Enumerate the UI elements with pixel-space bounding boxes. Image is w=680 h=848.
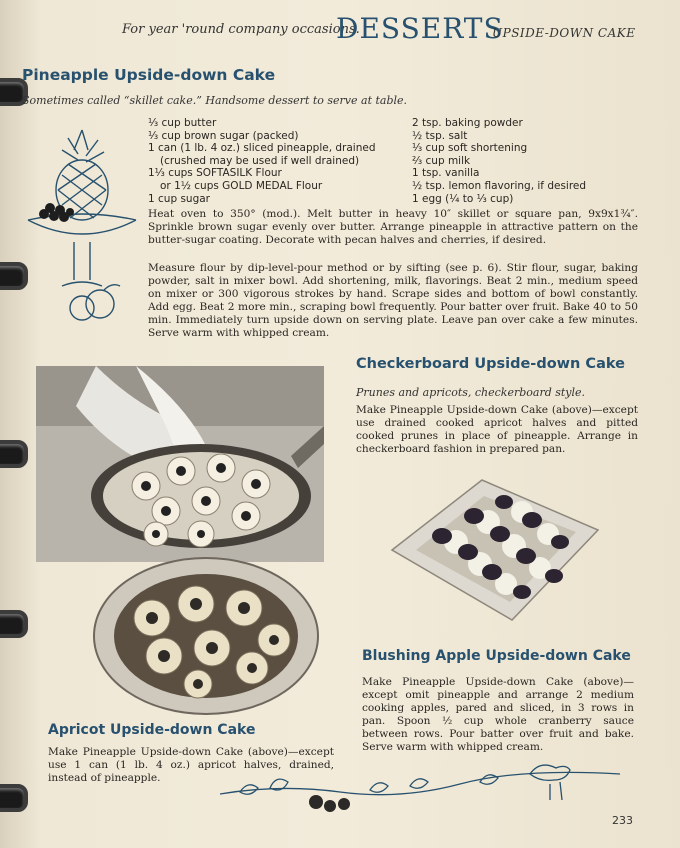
page-number: 233 <box>612 814 633 827</box>
pineapple-title: Pineapple Upside-down Cake <box>22 66 276 84</box>
ingredient-line: ½ tsp. salt <box>412 129 468 142</box>
ingredient-line: ⅔ cup milk <box>412 154 471 167</box>
vine-decoration <box>220 744 640 814</box>
header-tagline: For year 'round company occasions. <box>122 22 360 37</box>
ingredient-line: 1 cup sugar <box>148 192 210 205</box>
header-subtitle: UPSIDE-DOWN CAKE <box>492 26 636 40</box>
header-title: DESSERTS <box>336 12 504 45</box>
apricot-body: Make Pineapple Upside-down Cake (above)—except use 1 can (1 lb. 4 oz.) apricot halves, drained, instead of pineapple. <box>48 746 334 785</box>
pineapple-intro: Sometimes called “skillet cake.” Handsome dessert to serve at table. <box>22 94 408 107</box>
page-header <box>0 12 680 48</box>
ingredient-line: or 1½ cups GOLD MEDAL Flour <box>160 179 323 192</box>
blushing-apple-body: Make Pineapple Upside-down Cake (above)—except omit pineapple and arrange 2 medium cooking apples, pared and sliced, in 3 rows in pan. Spoon ½ cup whole cranberry sauce between rows. Pour batter over fruit and bake. Serve warm with whipped cream. <box>362 676 634 754</box>
pineapple-step-1: Heat oven to 350° (mod.). Melt butter in heavy 10″ skillet or square pan, 9x9x1¾″. Sprinkle brown sugar evenly over butter. Arrange pineapple in attractive pattern on the butter-sugar coating. Decorate with pecan halves and cherries, if desired. <box>148 208 638 247</box>
blushing-apple-title: Blushing Apple Upside-down Cake <box>362 648 631 664</box>
ingredients-right <box>412 117 586 205</box>
binder-ring <box>0 440 28 468</box>
ingredients-left <box>148 117 375 205</box>
pineapple-illustration <box>22 120 140 330</box>
checkerboard-title: Checkerboard Upside-down Cake <box>356 356 625 372</box>
ingredient-line: ⅓ cup soft shortening <box>412 142 528 155</box>
ingredient-line: ⅓ cup butter <box>148 117 217 129</box>
ingredient-line: ½ tsp. lemon flavoring, if desired <box>412 179 587 192</box>
ingredient-line: 2 tsp. baking powder <box>412 117 523 129</box>
apricot-title: Apricot Upside-down Cake <box>48 722 256 738</box>
ingredient-line: 1 egg (¼ to ⅓ cup) <box>412 192 514 205</box>
ingredient-line: (crushed may be used if well drained) <box>160 154 360 167</box>
ingredient-line: 1 tsp. vanilla <box>412 167 480 180</box>
binder-ring <box>0 784 28 812</box>
pineapple-step-2: Measure flour by dip-level-pour method or by sifting (see p. 6). Stir flour, sugar, baking powder, salt in mixer bowl. Add shortening, milk, flavorings. Beat 2 min., medium speed on mixer or 300 vigorous strokes by hand. Scrape sides and bottom of bowl constantly. Add egg. Beat 2 more min., scraping bowl frequently. Pour batter over fruit. Bake 40 to 50 min. Immediately turn upside down on serving plate. Leave pan over cake a few minutes. Serve warm with whipped cream. <box>148 262 638 340</box>
ingredient-line: ⅓ cup brown sugar (packed) <box>148 129 299 142</box>
checkerboard-body: Make Pineapple Upside-down Cake (above)—except use drained cooked apricot halves and pitted cooked prunes in place of pineapple. Arrange in checkerboard fashion in prepared pan. <box>356 404 638 456</box>
binder-ring <box>0 610 28 638</box>
checkerboard-cake-photo <box>372 460 608 630</box>
ingredient-line: 1 can (1 lb. 4 oz.) sliced pineapple, drained <box>148 142 376 155</box>
pineapple-cake-photo <box>92 556 320 716</box>
checkerboard-intro: Prunes and apricots, checkerboard style. <box>356 386 586 399</box>
ingredient-line: 1⅓ cups SOFTASILK Flour <box>148 167 282 180</box>
skillet-photo <box>36 366 324 562</box>
